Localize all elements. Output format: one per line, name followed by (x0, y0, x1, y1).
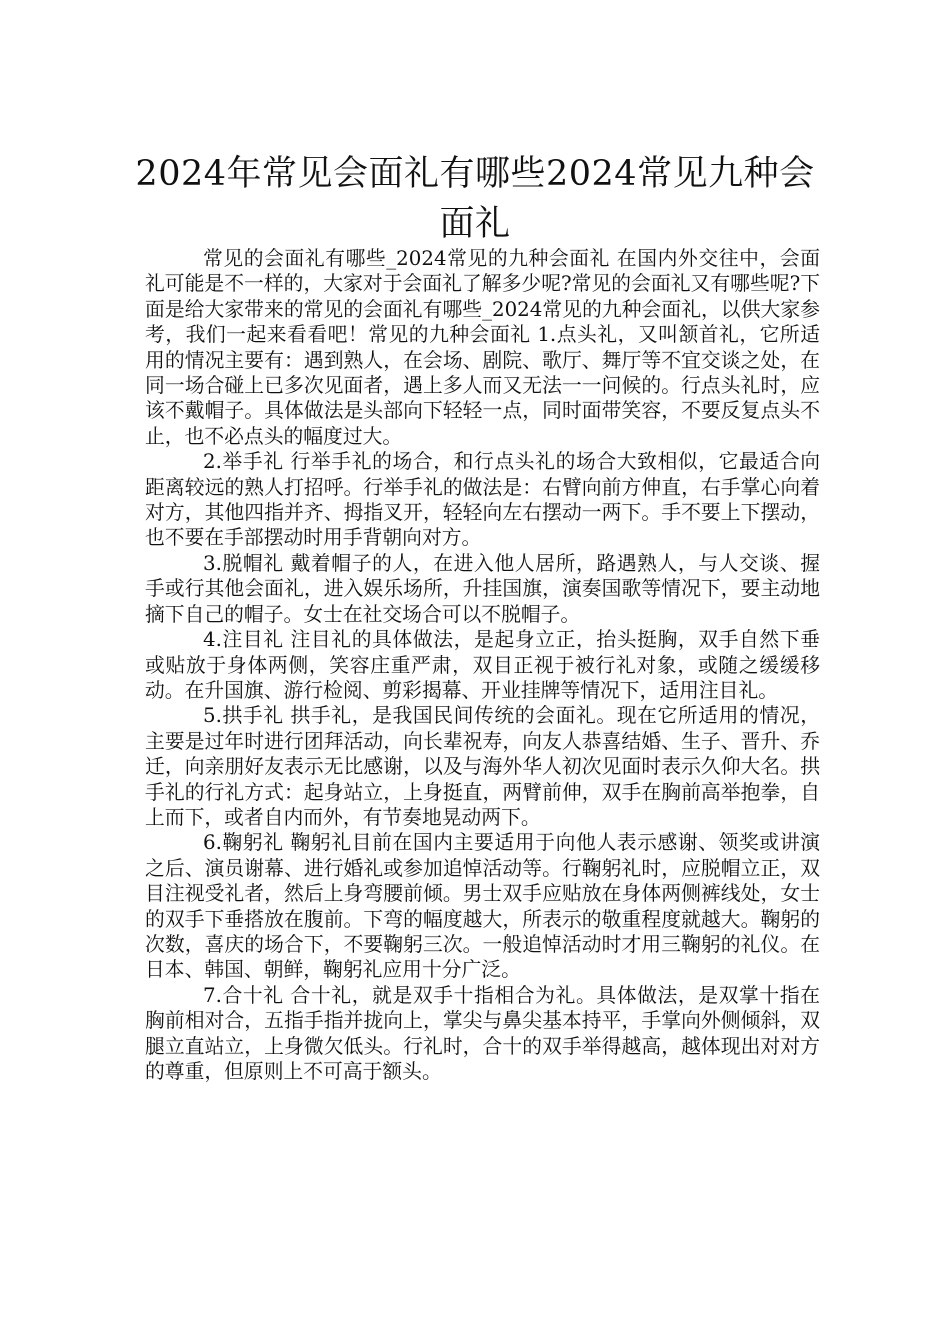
paragraph-intro-nod-bow: 常见的会面礼有哪些_2024常见的九种会面礼 在国内外交往中，会面礼可能是不一样的，大家对于会面礼了解多少呢?常见的会面礼又有哪些呢?下面是给大家带来的常见的会面礼有哪些_2024常见的九种会面礼，以供大家参考，我们一起来看看吧！常见的九种会面礼 1.点头礼，又叫颔首礼，它所适用的情况主要有：遇到熟人，在会场、剧院、歌厅、舞厅等不宜交谈之处，在同一场合碰上已多次见面者，遇上多人而又无法一一问候的。行点头礼时，应该不戴帽子。具体做法是头部向下轻轻一点，同时面带笑容，不要反复点头不止，也不必点头的幅度过大。 (145, 247, 820, 448)
article-body (145, 246, 820, 1084)
paragraph-palms-together: 7.合十礼 合十礼，就是双手十指相合为礼。具体做法，是双掌十指在胸前相对合，五指手指并拢向上，掌尖与鼻尖基本持平，手掌向外侧倾斜，双腿立直站立，上身微欠低头。行礼时，合十的双手举得越高，越体现出对对方的尊重，但原则上不可高于额头。 (145, 983, 820, 1083)
paragraph-hat-removal: 3.脱帽礼 戴着帽子的人，在进入他人居所，路遇熟人，与人交谈、握手或行其他会面礼，进入娱乐场所，升挂国旗，演奏国歌等情况下，要主动地摘下自己的帽子。女士在社交场合可以不脱帽子。 (145, 551, 820, 626)
paragraph-hand-raise: 2.举手礼 行举手礼的场合，和行点头礼的场合大致相似，它最适合向距离较远的熟人打招呼。行举手礼的做法是：右臂向前方伸直，右手掌心向着对方，其他四指并齐、拇指叉开，轻轻向左右摆动一两下。手不要上下摆动，也不要在手部摆动时用手背朝向对方。 (145, 450, 820, 550)
paragraph-bow: 6.鞠躬礼 鞠躬礼目前在国内主要适用于向他人表示感谢、领奖或讲演之后、演员谢幕、进行婚礼或参加追悼活动等。行鞠躬礼时，应脱帽立正，双目注视受礼者，然后上身弯腰前倾。男士双手应贴放在身体两侧裤线处，女士的双手下垂搭放在腹前。下弯的幅度越大，所表示的敬重程度就越大。鞠躬的次数，喜庆的场合下，不要鞠躬三次。一般追悼活动时才用三鞠躬的礼仪。在日本、韩国、朝鲜，鞠躬礼应用十分广泛。 (145, 831, 820, 982)
paragraph-attention-salute: 4.注目礼 注目礼的具体做法，是起身立正，抬头挺胸，双手自然下垂或贴放于身体两侧，笑容庄重严肃，双目正视于被行礼对象，或随之缓缓移动。在升国旗、游行检阅、剪彩揭幕、开业挂牌等情况下，适用注目礼。 (145, 628, 820, 702)
paragraph-fist-salute: 5.拱手礼 拱手礼，是我国民间传统的会面礼。现在它所适用的情况，主要是过年时进行团拜活动，向长辈祝寿，向友人恭喜结婚、生子、晋升、乔迁，向亲朋好友表示无比感谢，以及与海外华人初次见面时表示久仰大名。拱手礼的行礼方式：起身站立，上身挺直，两臂前伸，双手在胸前高举抱拳，自上而下，或者自内而外，有节奏地晃动两下。 (145, 704, 820, 829)
page-title: 2024年常见会面礼有哪些2024常见九种会面礼 (135, 154, 815, 245)
